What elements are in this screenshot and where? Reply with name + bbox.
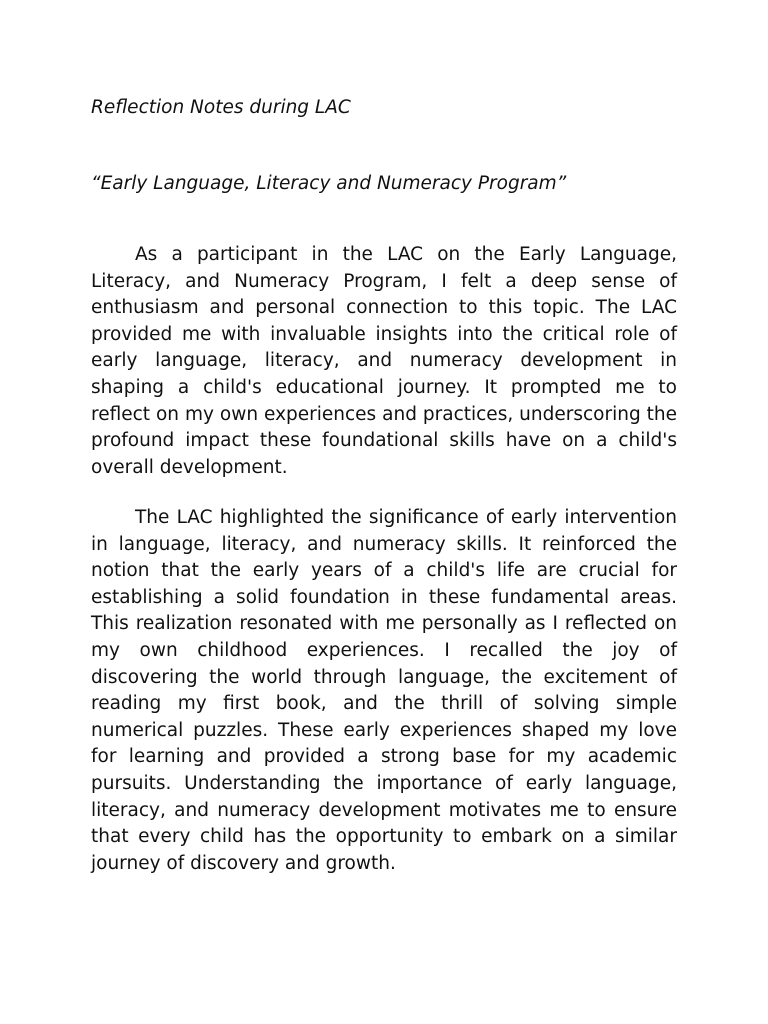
paragraph-2: The LAC highlighted the significance of early intervention in language, literacy, and numeracy skills. It reinforced the notion that the early years of a child's life are crucial for establishing a solid foundation in these fundamental areas. This realization resonated with me personally as I reflected on my own childhood experiences. I recalled the joy of discovering the world through language, the excitement of reading my first book, and the thrill of solving simple numerical puzzles. These early experiences shaped my love for learning and provided a strong base for my academic pursuits. Understanding the importance of early language, literacy, and numeracy development motivates me to ensure that every child has the opportunity to embark on a similar journey of discovery and growth. (91, 507, 677, 874)
document-subtitle: “Early Language, Literacy and Numeracy Program” (91, 173, 567, 194)
document-title: Reflection Notes during LAC (91, 97, 351, 118)
paragraph-1: As a participant in the LAC on the Early Language, Literacy, and Numeracy Program, I felt a deep sense of enthusiasm and personal connection to this topic. The LAC provided me with invaluable insights into the critical role of early language, literacy, and numeracy development in shaping a child's educational journey. It prompted me to reflect on my own experiences and practices, underscoring the profound impact these foundational skills have on a child's overall development. (91, 244, 677, 478)
